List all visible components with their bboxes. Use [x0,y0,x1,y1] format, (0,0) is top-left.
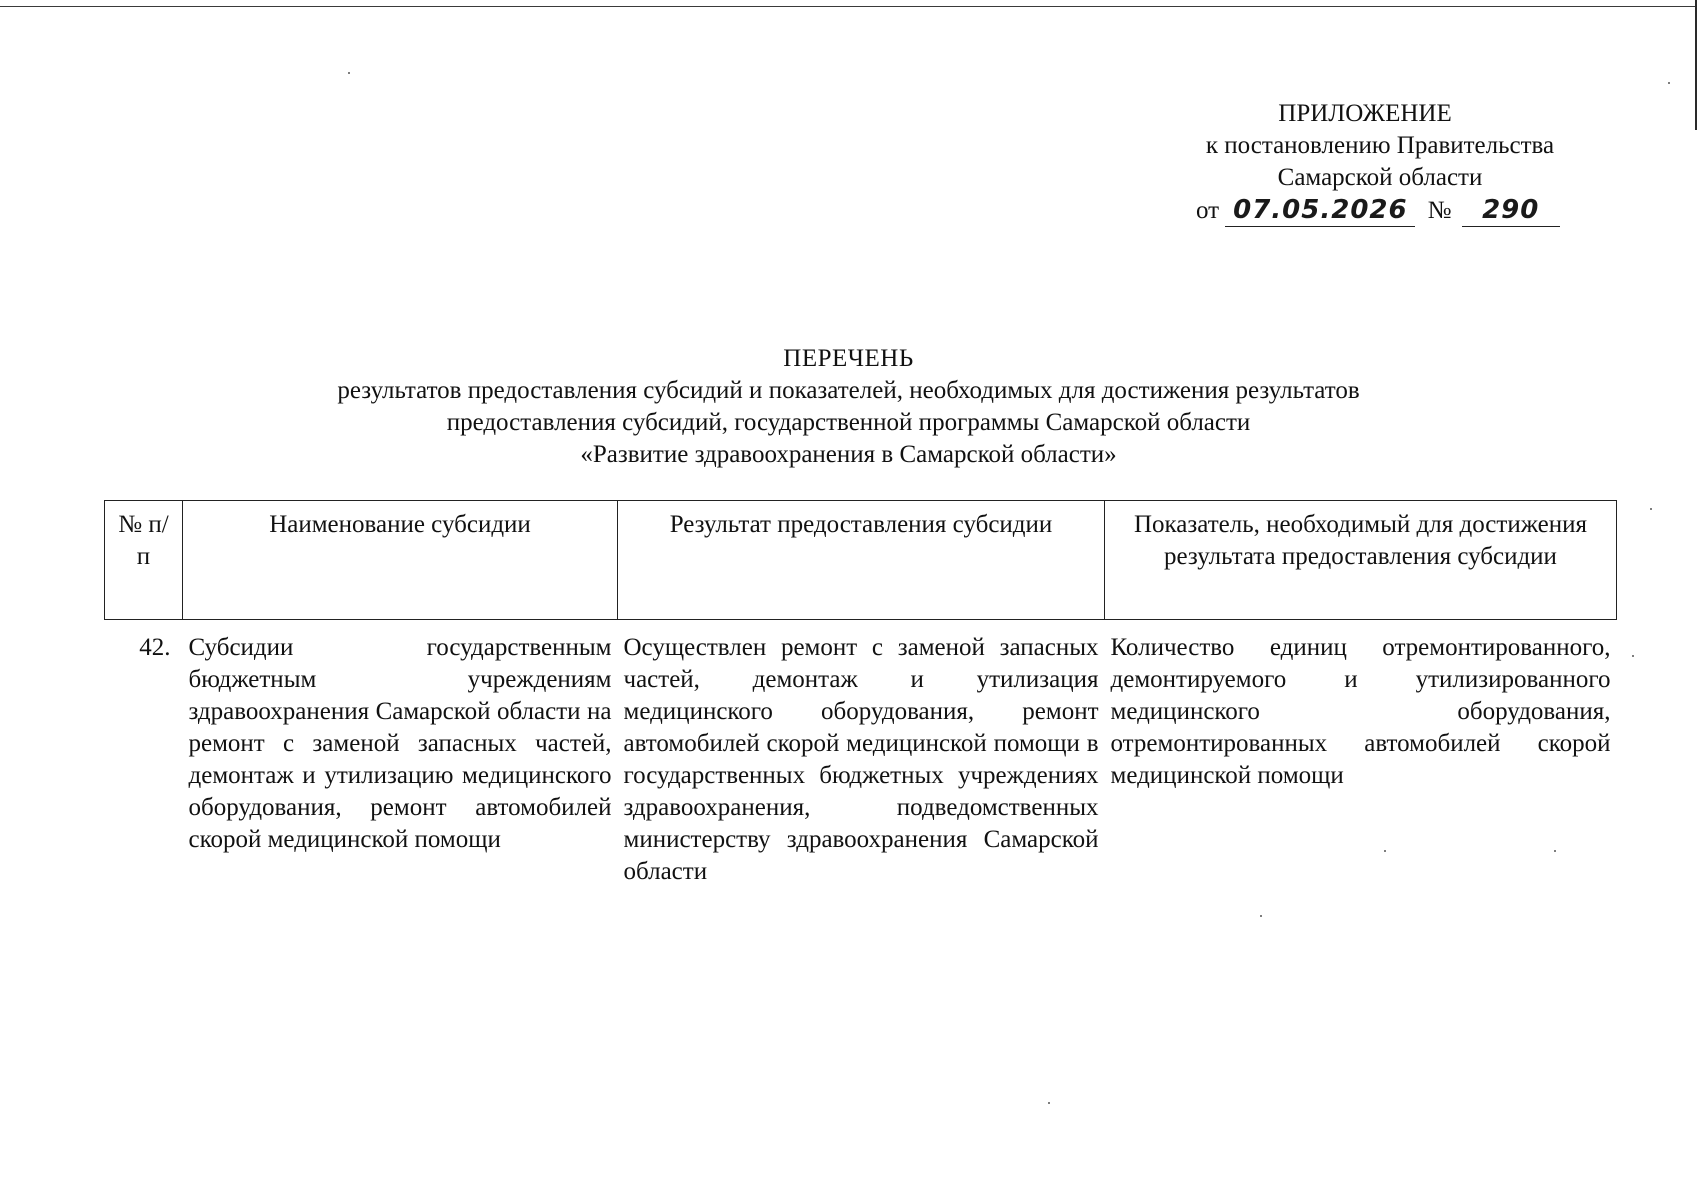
scan-speck [1668,82,1670,84]
subsidies-table [104,500,1617,888]
table-row [105,620,1617,889]
number-sign: № [1427,197,1452,224]
heading-title: ПЕРЕЧЕНЬ [783,345,914,372]
row-result: Осуществлен ремонт с заменой запасных частей, демонтаж и утилизация медицинского оборудования, ремонт автомобилей скорой медицинской помощи в государственных бюджетных учреждениях здравоохранения, подведомственных министерству здравоохранения Самарской области [623,634,1099,885]
scan-speck [1632,655,1634,657]
scan-speck [1048,1102,1050,1104]
heading-line-1: результатов предоставления субсидий и показателей, необходимых для достижения результатов [337,377,1360,404]
appendix-decree-line: к постановлению Правительства [1205,132,1555,159]
row-subsidy-name: Субсидии государственным бюджетным учреждениям здравоохранения Самарской области на ремонт с заменой запасных частей, демонтаж и утилизацию медицинского оборудования, ремонт автомобилей скорой медицинской помощи [188,634,612,853]
heading-line-3: «Развитие здравоохранения в Самарской области» [580,441,1117,468]
appendix-region-line: Самарской области [1277,164,1483,191]
table-header-row [105,501,1617,620]
header-number: № п/п [105,501,183,620]
document-heading [180,343,1517,471]
header-subsidy-name: Наименование субсидии [183,501,618,620]
header-indicator: Показатель, необходимый для достижения результата предоставления субсидии [1105,501,1617,620]
appendix-date-line [1196,194,1590,227]
scan-speck [1260,915,1262,917]
scan-speck [1650,508,1652,510]
row-indicator: Количество единиц отремонтированного, демонтируемого и утилизированного медицинского оборудования, отремонтированных автомобилей скорой медицинской помощи [1110,634,1611,789]
header-result: Результат предоставления субсидии [618,501,1105,620]
date-prefix: от [1196,197,1220,224]
appendix-title: ПРИЛОЖЕНИЕ [1278,100,1452,127]
scan-edge-top [0,6,1697,7]
handwritten-number: 290 [1462,194,1560,227]
scan-speck [348,72,350,74]
handwritten-date: 07.05.2026 [1225,194,1415,227]
appendix-block [1170,98,1590,227]
row-number: 42. [139,634,171,661]
heading-line-2: предоставления субсидий, государственной программы Самарской области [446,409,1251,436]
